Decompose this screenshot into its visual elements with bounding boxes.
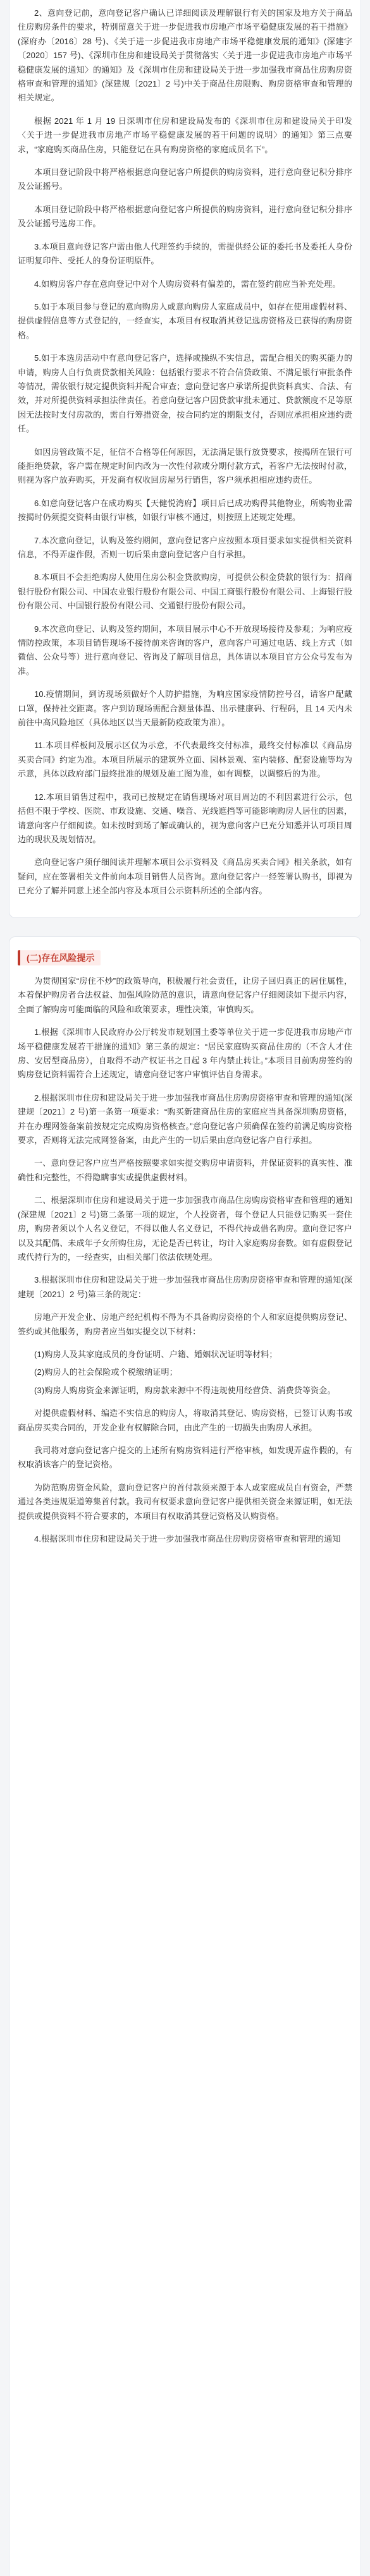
- paragraph: 二、根据深圳市住房和建设局关于进一步加强我市商品住房购房资格审查和管理的通知(深建规〔2021〕2 号)第二条第一项的规定，个人投资者，每个登记人只能登记购买一套住房，购房者须以个人名义登记，不得以他人名义登记，不得代持或借名购房。意向登记客户以及其配偶、未成年子女所购住房，无论是否已转让，均计入家庭购房套数。如有虚假登记或代持行为的，一经查实，由相关部门依法依规处理。: [18, 1195, 352, 1262]
- list-item: (3)购房人购房资金来源证明，购房款来源中不得违规使用经营贷、消费贷等资金。: [34, 1385, 336, 1395]
- paragraph: 为贯彻国家“房住不炒”的政策导向，积极履行社会责任，让房子回归真正的居住属性，本着保护购房者合法权益、加强风险防范的意识，请意向登记客户仔细阅读如下提示内容，全面了解购房可能面临的风险和政策要求，理性决策，审慎购买。: [18, 976, 352, 1014]
- paragraph: 根据 2021 年 1 月 19 日深圳市住房和建设局发布的《深圳市住房和建设局关于印发〈关于进一步促进我市房地产市场平稳健康发展的若干问题的说明〉的通知》第三点要求，“家庭购买商品住房，只能登记在具有购房资格的家庭成员名下”。: [18, 116, 352, 154]
- paragraph: 11.本项目样板间及展示区仅为示意，不代表最终交付标准，最终交付标准以《商品房买卖合同》约定为准。本项目所展示的建筑外立面、园林景观、室内装修、配套设施等均为示意，具体以政府部门最终批准的规划及施工图为准，如有调整，以调整后的为准。: [18, 741, 352, 779]
- section-b-body: [18, 939, 352, 1555]
- paragraph: 2、意向登记前，意向登记客户确认已详细阅读及理解银行有关的国家及地方关于商品住房购房条件的要求，特别留意关于进一步促进我市房地产市场平稳健康发展的若干措施》(深府办〔2016〕28 号)、《关于进一步促进我市房地产市场平稳健康发展的通知》(深建字〔2020〕157 号)、《深圳市住房和建设局关于贯彻落实〈关于进一步促进我市房地产市场平稳健康发展的通知〉的通知》及《深圳市住房和建设局关于进一步加强我市商品住房购房资格审查和管理的通知》(深建规〔2021〕2 号)中关于商品住房限购、购房资格审查和管理的相关规定。: [18, 8, 352, 103]
- paragraph: 本项目登记阶段中将严格根据意向登记客户所提供的购房资料，进行意向登记积分排序及公证摇号选房工作。: [18, 204, 352, 229]
- paragraph: 为防范购房资金风险，意向登记客户的首付款须来源于本人或家庭成员自有资金，严禁通过各类违规渠道筹集首付款。我司有权要求意向登记客户提供相关资金来源证明，如无法提供或提供资料不符合要求的，本项目有权取消其登记资格及认购资格。: [18, 1482, 352, 1521]
- paragraph: 5.如于本项目参与登记的意向购房人或意向购房人家庭成员中，如存在使用虚假材料、提供虚假信息等方式登记的，一经查实，本项目有权取消其登记选房资格及已获得的购房资格。: [18, 301, 352, 340]
- paragraph: 12.本项目销售过程中，我司已按规定在销售现场对项目周边的不利因素进行公示，包括但不限于学校、医院、市政设施、交通、噪音、光线遮挡等可能影响购房人居住的因素，请意向客户仔细阅读。如未按时到场了解或确认的，视为意向客户已充分知悉并认可项目周边的现状及规划情况。: [18, 792, 352, 844]
- paragraph: 意向登记客户须仔细阅读并理解本项目公示资料及《商品房买卖合同》相关条款，如有疑问，应在签署相关文件前向本项目销售人员咨询。意向登记客户一经签署认购书，即视为已充分了解并同意上述全部内容及本项目公示资料所述的全部内容。: [18, 857, 352, 896]
- list-item: (1)购房人及其家庭成员的身份证明、户籍、婚姻状况证明等材料；: [34, 1349, 278, 1359]
- paragraph: 4.如购房客户存在意向登记中对个人购房资料有偏差的，需在签约前应当补充处理。: [34, 279, 341, 289]
- paragraph: 我司将对意向登记客户提交的上述所有购房资料进行严格审核，如发现弄虚作假的，有权取消该客户的登记资格。: [18, 1445, 352, 1470]
- paragraph: 3.根据深圳市住房和建设局关于进一步加强我市商品住房购房资格审查和管理的通知(深建规〔2021〕2 号)第三条的规定：: [18, 1275, 352, 1299]
- list-item: (2)购房人的社会保险或个税缴纳证明；: [34, 1367, 178, 1377]
- paragraph: 2.根据深圳市住房和建设局关于进一步加强我市商品住房购房资格审查和管理的通知(深建规〔2021〕2 号)第一条第一项要求：“购买新建商品住房的家庭应当具备深圳购房资格，并在办理网签备案前按规定完成购房资格核查。”意向登记客户须确保在签约前满足购房资格要求，否则将无法完成网签备案，由此产生的一切后果由意向登记客户自行承担。: [18, 1092, 352, 1146]
- paragraph: 如因房管政策不足，征信不合格等任何原因，无法满足银行放贷要求，按揭所在银行可能拒绝贷款，客户需在规定时间内改为一次性付款或分期付款方式，若客户无法按时付款，则视为客户放弃购买，开发商有权收回房屋另行销售，客户须承担相应违约责任。: [18, 447, 352, 485]
- section-a-body: [18, 6, 352, 907]
- paragraph: 本项目登记阶段中将严格根据意向登记客户所提供的购房资料，进行意向登记积分排序及公证摇号。: [18, 167, 352, 191]
- paragraph: 8.本项目不会拒绝购房人使用住房公积金贷款购房，可提供公积金贷款的银行为：招商银行股份有限公司、中国农业银行股份有限公司、中国工商银行股份有限公司、上海银行股份有限公司、中国银行股份有限公司、交通银行股份有限公司。: [18, 572, 352, 611]
- paragraph: 4.根据深圳市住房和建设局关于进一步加强我市商品住房购房资格审查和管理的通知: [34, 1534, 341, 1544]
- paragraph: 6.如意向登记客户在成功购买【天健悦湾府】项目后已成功购得其他物业，所购物业需按揭时仍须提交资料由银行审核，如银行审核不通过，则按照上述规定处理。: [18, 498, 352, 523]
- paragraph: 对提供虚假材料、编造不实信息的购房人，将取消其登记、购房资格，已签订认购书或商品房买卖合同的，开发企业有权解除合同，由此产生的一切损失由购房人承担。: [18, 1408, 352, 1432]
- paragraph: 9.本次意向登记、认购及签约期间，本项目展示中心不开放现场接待及参观；为响应疫情防控政策，本项目销售现场不接待前来咨询的客户，意向客户可通过电话、线上方式（如微信、公众号等）进行意向登记、咨询及了解项目信息，具体请以本项目官方公众号发布为准。: [18, 624, 352, 676]
- paragraph: 7.本次意向登记，认购及签约期间，意向登记客户应按照本项目要求如实提供相关资料信息，不得弄虚作假，否则一切后果由意向登记客户自行承担。: [18, 535, 352, 559]
- section-heading: (二)存在风险提示: [18, 950, 101, 965]
- paragraph: 10.疫情期间，到访现场须做好个人防护措施，为响应国家疫情防控号召，请客户配戴口罩，保持社交距离。客户到访现场需配合测量体温、出示健康码、行程码，且 14 天内未前往中高风险地区（具体地区以当天最新防疫政策为准）。: [18, 689, 352, 728]
- paragraph: 一、意向登记客户应当严格按照要求如实提交购房申请资料，并保证资料的真实性、准确性和完整性，不得隐瞒事实或提供虚假材料。: [18, 1158, 352, 1182]
- paragraph: 5.如于本选房活动中有意向登记客户，选择或操纵不实信息，需配合相关的购买能力的申请，购房人自行负责贷款相关风险：包括银行要求不符合信贷政策、不满足银行审批条件等情况，需依银行规定提供资料并配合审查；意向登记客户承诺所提供资料真实、合法、有效，并对所提供资料承担法律责任。若意向登记客户因贷款审批未通过、贷款额度不足等原因无法按时支付房款的，需自行筹措资金，按合同约定的期限支付，否则应承担相应违约责任。: [18, 353, 352, 434]
- paragraph: 3.本项目意向登记客户需由他人代理签约手续的，需提供经公证的委托书及委托人身份证明复印件、受托人的身份证明原件。: [18, 241, 352, 266]
- paragraph: 房地产开发企业、房地产经纪机构不得为不具备购房资格的个人和家庭提供购房登记、签约或其他服务，购房者应当如实提交以下材料：: [18, 1312, 352, 1336]
- paragraph: 1.根据《深圳市人民政府办公厅转发市规划国土委等单位关于进一步促进我市房地产市场平稳健康发展若干措施的通知》第三条的规定：“居民家庭购买商品住房的（不含人才住房、安居型商品房），自取得不动产权证书之日起 3 年内禁止转让。”本项目目前购房签约的购房登记资料需符合上述规定，请意向登记客户审慎评估自身需求。: [18, 1027, 352, 1080]
